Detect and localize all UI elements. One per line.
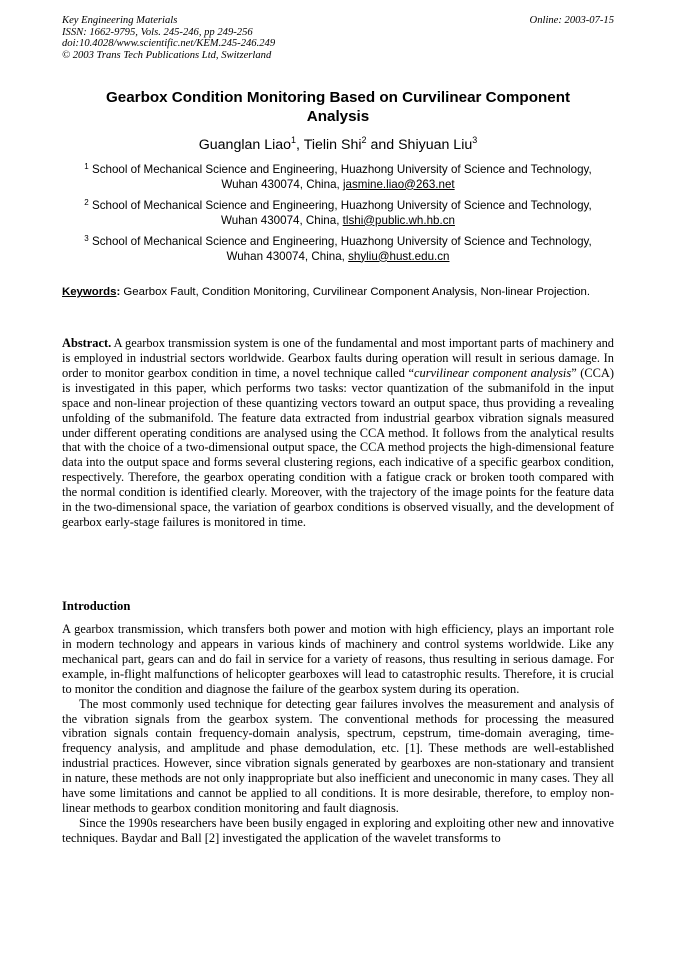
affiliation-line: School of Mechanical Science and Engineering, Huazhong University of Science and Technology, [91,235,592,248]
author-name: Shiyuan Liu [398,137,473,153]
affiliation-email-link[interactable]: tlshi@public.wh.hb.cn [342,213,455,227]
abstract-text-2: ” (CCA) is investigated in this paper, which performs two tasks: vector quantization of the submanifold in the input space and non-linear projection of these quantizing vectors toward an output space, thus providing a revealing unfolding of the submanifold. The feature data extracted from industrial gearbox vibration signals measured under different operating conditions are analysed using the CCA method. It follows from the analytical results that with the choice of a two-dimensional output space, the CCA method projects the high-dimensional feature data into the output space and forms several clustering regions, each indicative of a specific gearbox condition, respectively. Therefore, the gearbox operating condition with a fatigue crack or broken tooth compared with the normal condition is identified clearly. Moreover, with the trajectory of the image points for the feature data in the two-dimensional space, the variation of gearbox conditions is observed visually, and the development of gearbox early-stage failures is monitored in time. [62,365,615,530]
author-mark: 3 [472,135,478,145]
author-list [62,136,614,154]
affiliation-email-link[interactable]: shyliu@hust.edu.cn [348,249,450,263]
affiliation-1 [62,163,614,192]
keywords-block: Keywords: Gearbox Fault, Condition Monitoring, Curvilinear Component Analysis, Non-linear Projection. [62,286,591,298]
section-heading-introduction: Introduction [62,599,131,613]
author-name: Guanglan Liao [198,137,292,153]
doi-line: doi:10.4028/www.scientific.net/KEM.245-246.249 [62,38,276,50]
abstract-label: Abstract. [62,336,112,350]
copyright-line: © 2003 Trans Tech Publications Ltd, Switzerland [62,49,272,61]
affiliation-city: Wuhan 430074, China, [226,249,345,263]
abstract [62,336,614,530]
intro-paragraph: The most commonly used technique for detecting gear failures involves the measurement and analysis of the vibration signals from the gearbox system. The conventional methods for processing the measured vibration signals contain frequency-domain analysis, spectrum, cepstrum, time-domain averaging, time-frequency analysis, and amplitude and phase demodulation, etc. [1]. These methods are well-established industrial practices. However, since vibration signals generated by gearboxes are non-stationary and transient in nature, these methods are not only inappropriate but also inefficient and uneconomic in many cases. They all have some limitations and cannot be applied to all conditions. It is more desirable, therefore, to employ non-linear methods to gearbox condition monitoring and fault diagnosis. [62,696,614,816]
affiliation-city: Wuhan 430074, China, [221,177,340,191]
affiliation-line: School of Mechanical Science and Engineering, Huazhong University of Science and Technology, [91,199,592,212]
affiliation-mark: 2 [84,198,89,207]
journal-header [62,15,382,61]
keywords-label: Keywords [62,286,117,298]
keywords-text: Gearbox Fault, Condition Monitoring, Curvilinear Component Analysis, Non-linear Projection. [123,286,591,298]
paper-title [62,89,614,126]
author-mark: 1 [291,135,297,145]
abstract-text-1: A gearbox transmission system is one of the fundamental and most important parts of machinery and is employed in industrial sectors worldwide. Gearbox faults during operation will result in serious damage. In order to monitor gearbox condition in time, a novel technique called “ [62,336,614,380]
affiliation-email-link[interactable]: jasmine.liao@263.net [342,177,455,191]
affiliation-3 [62,235,614,264]
author-separator: , [296,137,304,153]
journal-name: Key Engineering Materials [62,15,178,26]
online-date-text: Online: 2003-07-15 [529,15,614,26]
affiliation-mark: 3 [84,234,89,243]
author-name: Tielin Shi [303,137,362,153]
issn-line: ISSN: 1662-9795, Vols. 245-246, pp 249-256 [62,26,253,38]
affiliation-line: School of Mechanical Science and Engineering, Huazhong University of Science and Technology, [91,163,592,176]
online-date [530,15,614,27]
affiliation-city: Wuhan 430074, China, [221,213,340,227]
abstract-italic-term: curvilinear component analysis [414,365,572,380]
affiliation-2 [62,199,614,228]
title-line-1: Gearbox Condition Monitoring Based on Curvilinear Component [105,89,571,106]
author-separator: and [366,137,399,153]
intro-paragraph: A gearbox transmission, which transfers both power and motion with high efficiency, plays an important role in modern technology and appears in various kinds of machinery and control systems worldwide. Like any mechanical part, gears can and do fail in service for a variety of reasons, thus resulting in serious damage. For example, in-flight malfunctions of helicopter gearboxes will lead to catastrophic results. Therefore, it is crucial to monitor the condition and diagnose the failure of the gearbox system during its operation. [62,622,614,696]
intro-paragraph: Since the 1990s researchers have been busily engaged in exploring and exploiting other new and innovative techniques. Baydar and Ball [2] investigated the application of the wavelet transforms to [62,815,614,845]
introduction-body [62,622,614,846]
author-mark: 2 [361,135,367,145]
affiliation-mark: 1 [84,162,89,171]
title-line-2: Analysis [306,107,370,125]
